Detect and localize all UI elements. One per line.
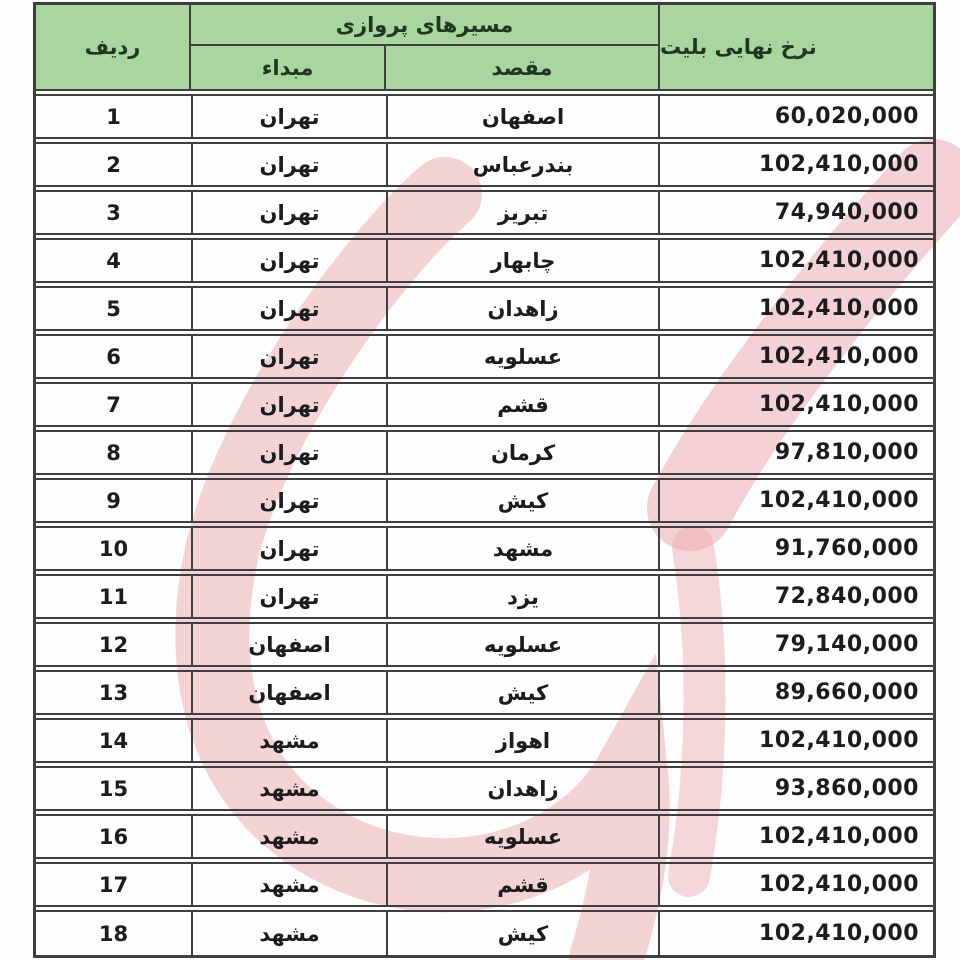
origin-cell: مشهد bbox=[191, 768, 386, 809]
row-number-cell: 9 bbox=[106, 488, 121, 513]
price-cell: 72,840,000 bbox=[658, 576, 933, 617]
row-number-cell: 5 bbox=[106, 296, 121, 321]
origin-cell: اصفهان bbox=[191, 672, 386, 713]
destination-cell: تبریز bbox=[386, 192, 658, 233]
destination-cell: عسلویه bbox=[386, 336, 658, 377]
table-row bbox=[36, 814, 933, 859]
table-row bbox=[36, 142, 933, 187]
destination-cell: قشم bbox=[386, 864, 658, 905]
price-cell: 79,140,000 bbox=[658, 624, 933, 665]
origin-cell: تهران bbox=[191, 240, 386, 281]
fare-table bbox=[33, 2, 936, 958]
table-row bbox=[36, 190, 933, 235]
price-cell: 102,410,000 bbox=[658, 720, 933, 761]
table-row bbox=[36, 94, 933, 139]
destination-cell: کرمان bbox=[386, 432, 658, 473]
table-row bbox=[36, 670, 933, 715]
header-destination: مقصد bbox=[491, 55, 553, 80]
price-cell: 102,410,000 bbox=[658, 912, 933, 955]
row-number-cell: 6 bbox=[106, 344, 121, 369]
table-row bbox=[36, 766, 933, 811]
price-cell: 102,410,000 bbox=[658, 336, 933, 377]
table-row bbox=[36, 286, 933, 331]
origin-cell: تهران bbox=[191, 528, 386, 569]
table-row bbox=[36, 430, 933, 475]
table-row bbox=[36, 910, 933, 955]
row-number-cell: 7 bbox=[106, 392, 121, 417]
destination-cell: اصفهان bbox=[386, 96, 658, 137]
row-number-cell: 16 bbox=[98, 824, 129, 849]
destination-cell: اهواز bbox=[386, 720, 658, 761]
origin-cell: تهران bbox=[191, 288, 386, 329]
table-row bbox=[36, 478, 933, 523]
price-cell: 97,810,000 bbox=[658, 432, 933, 473]
origin-cell: تهران bbox=[191, 576, 386, 617]
price-cell: 93,860,000 bbox=[658, 768, 933, 809]
row-number-cell: 10 bbox=[98, 536, 129, 561]
table-row bbox=[36, 334, 933, 379]
origin-cell: تهران bbox=[191, 336, 386, 377]
price-cell: 102,410,000 bbox=[658, 384, 933, 425]
table-row bbox=[36, 382, 933, 427]
row-number-cell: 1 bbox=[106, 104, 121, 129]
table-row bbox=[36, 574, 933, 619]
header-row-number: ردیف bbox=[36, 5, 191, 89]
destination-cell: مشهد bbox=[386, 528, 658, 569]
price-cell: 102,410,000 bbox=[658, 864, 933, 905]
origin-cell: مشهد bbox=[191, 864, 386, 905]
destination-cell: عسلویه bbox=[386, 624, 658, 665]
destination-cell: زاهدان bbox=[386, 768, 658, 809]
price-cell: 102,410,000 bbox=[658, 816, 933, 857]
header-routes-subrow bbox=[191, 46, 658, 89]
origin-cell: مشهد bbox=[191, 720, 386, 761]
destination-cell: کیش bbox=[386, 480, 658, 521]
row-number-cell: 11 bbox=[98, 584, 129, 609]
table-header bbox=[36, 5, 933, 91]
table-row bbox=[36, 862, 933, 907]
destination-cell: یزد bbox=[386, 576, 658, 617]
page bbox=[0, 2, 960, 960]
price-cell: 60,020,000 bbox=[658, 96, 933, 137]
row-number-cell: 14 bbox=[98, 728, 129, 753]
table-row bbox=[36, 718, 933, 763]
destination-cell: کیش bbox=[386, 672, 658, 713]
price-cell: 102,410,000 bbox=[658, 144, 933, 185]
price-cell: 102,410,000 bbox=[658, 288, 933, 329]
origin-cell: تهران bbox=[191, 192, 386, 233]
origin-cell: تهران bbox=[191, 480, 386, 521]
origin-cell: تهران bbox=[191, 384, 386, 425]
table-row bbox=[36, 526, 933, 571]
destination-cell: قشم bbox=[386, 384, 658, 425]
row-number-cell: 2 bbox=[106, 152, 121, 177]
row-number-cell: 8 bbox=[106, 440, 121, 465]
destination-cell: چابهار bbox=[386, 240, 658, 281]
table-body bbox=[36, 91, 933, 955]
origin-cell: مشهد bbox=[191, 816, 386, 857]
destination-cell: کیش bbox=[386, 912, 658, 955]
row-number-cell: 4 bbox=[106, 248, 121, 273]
header-origin: مبداء bbox=[191, 46, 386, 89]
price-cell: 102,410,000 bbox=[658, 240, 933, 281]
price-cell: 102,410,000 bbox=[658, 480, 933, 521]
price-cell: 89,660,000 bbox=[658, 672, 933, 713]
price-cell: 91,760,000 bbox=[658, 528, 933, 569]
header-routes-group bbox=[191, 5, 658, 89]
header-price: نرخ نهایی بلیت bbox=[658, 5, 933, 89]
row-number-cell: 15 bbox=[98, 776, 129, 801]
table-row bbox=[36, 238, 933, 283]
origin-cell: تهران bbox=[191, 432, 386, 473]
row-number-cell: 12 bbox=[98, 632, 129, 657]
table-row bbox=[36, 622, 933, 667]
row-number-cell: 3 bbox=[106, 200, 121, 225]
origin-cell: اصفهان bbox=[191, 624, 386, 665]
price-cell: 74,940,000 bbox=[658, 192, 933, 233]
destination-cell: عسلویه bbox=[386, 816, 658, 857]
origin-cell: تهران bbox=[191, 144, 386, 185]
row-number-cell: 13 bbox=[98, 680, 129, 705]
destination-cell: بندرعباس bbox=[386, 144, 658, 185]
row-number-cell: 18 bbox=[98, 921, 129, 946]
row-number-cell: 17 bbox=[98, 872, 129, 897]
header-routes-title: مسیرهای پروازی bbox=[191, 5, 658, 46]
origin-cell: مشهد bbox=[191, 912, 386, 955]
destination-cell: زاهدان bbox=[386, 288, 658, 329]
origin-cell: تهران bbox=[191, 96, 386, 137]
